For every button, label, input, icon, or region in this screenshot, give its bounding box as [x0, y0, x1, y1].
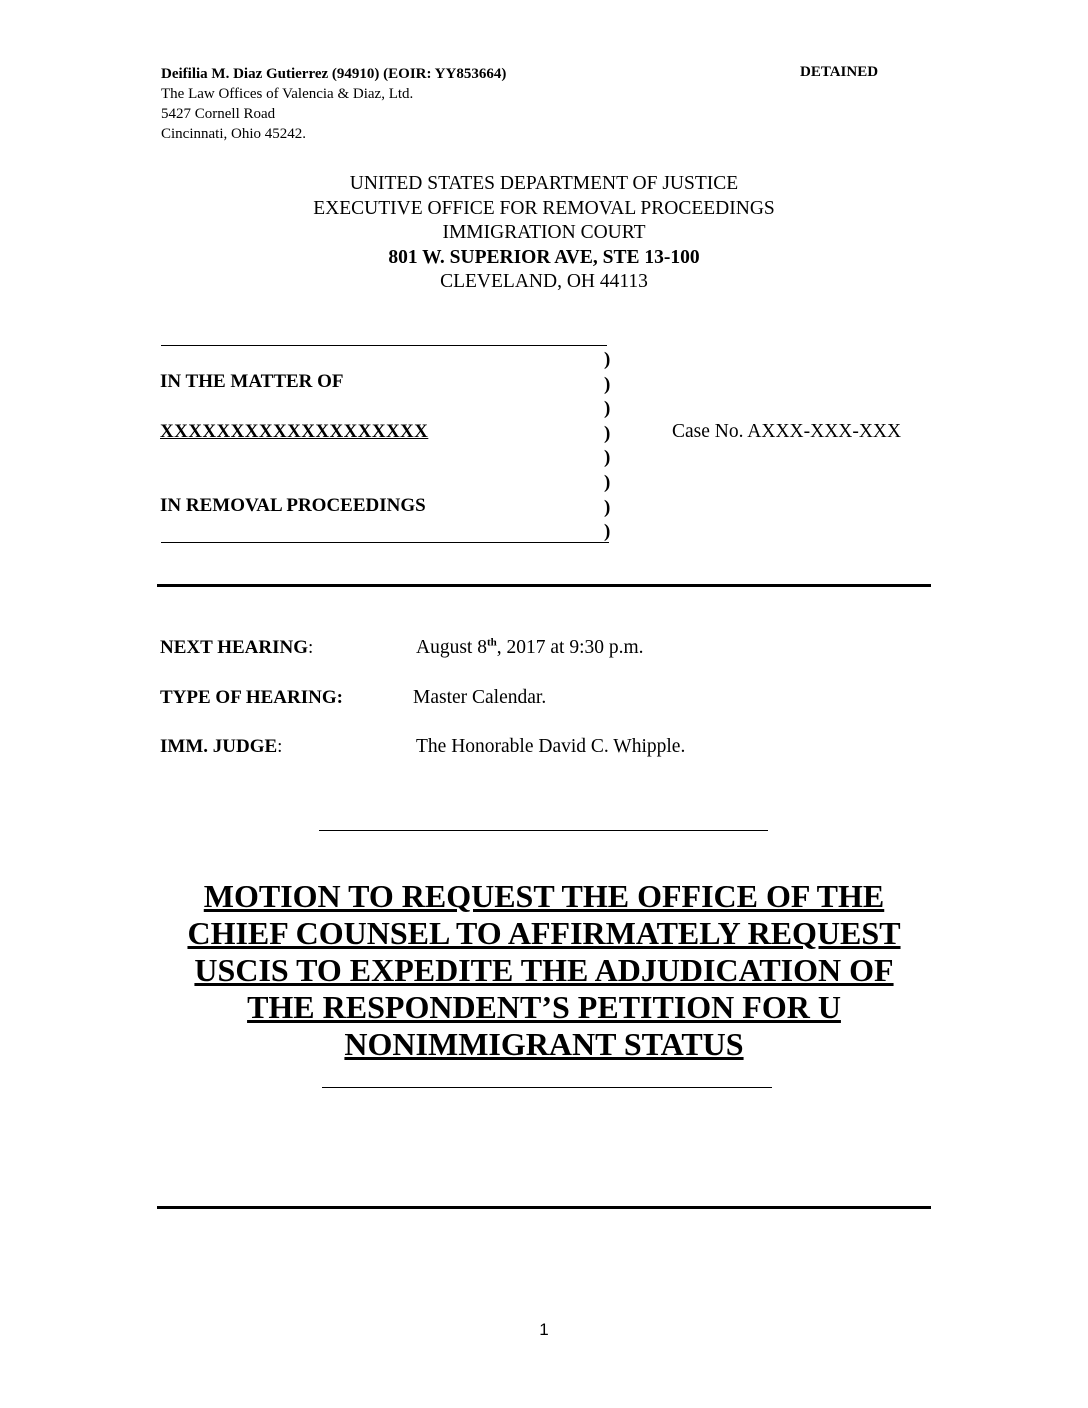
paren: ): [604, 373, 611, 395]
title-top-rule: [319, 830, 768, 831]
title-line-2: CHIEF COUNSEL TO AFFIRMATELY REQUEST: [187, 915, 901, 951]
court-line-1: UNITED STATES DEPARTMENT OF JUSTICE: [349, 173, 739, 194]
in-removal-proceedings: IN REMOVAL PROCEEDINGS: [160, 495, 426, 516]
firm-city: Cincinnati, Ohio 45242.: [161, 126, 306, 142]
next-hearing-label: NEXT HEARING:: [160, 637, 314, 658]
paren: ): [604, 521, 611, 543]
paren: ): [604, 349, 611, 370]
section-divider-bottom: [157, 1206, 931, 1209]
court-line-2: EXECUTIVE OFFICE FOR REMOVAL PROCEEDINGS: [313, 197, 775, 219]
court-line-3: IMMIGRATION COURT: [442, 222, 646, 243]
court-city: CLEVELAND, OH 44113: [440, 271, 648, 292]
court-header: [0, 172, 1088, 295]
motion-title: [120, 878, 968, 1063]
page-number: 1: [539, 1320, 549, 1339]
section-divider-top: [157, 584, 931, 587]
law-firm-name: The Law Offices of Valencia & Diaz, Ltd.: [161, 86, 414, 102]
next-hearing-value: August 8th, 2017 at 9:30 p.m.: [416, 636, 644, 658]
hearing-type-label: TYPE OF HEARING:: [160, 687, 343, 708]
paren: ): [604, 422, 611, 444]
case-number: Case No. AXXX-XXX-XXX: [672, 421, 902, 442]
hearing-type-value: Master Calendar.: [413, 687, 547, 708]
paren: ): [604, 496, 611, 518]
title-line-3: USCIS TO EXPEDITE THE ADJUDICATION OF: [194, 952, 894, 988]
paren: ): [604, 471, 611, 493]
respondent-name: XXXXXXXXXXXXXXXXXXX: [160, 421, 429, 442]
caption-top-rule: [161, 345, 607, 346]
caption-bottom-rule: [161, 542, 609, 543]
judge-label: IMM. JUDGE:: [160, 736, 283, 757]
paren: ): [604, 398, 611, 420]
title-line-1: MOTION TO REQUEST THE OFFICE OF THE: [203, 878, 885, 914]
firm-street: 5427 Cornell Road: [161, 106, 276, 122]
attorney-name: Deifilia M. Diaz Gutierrez (94910) (EOIR: YY853664): [161, 66, 507, 82]
caption-paren-column: [604, 348, 610, 545]
paren: ): [604, 447, 611, 469]
detained-label: DETAINED: [800, 64, 879, 80]
judge-value: The Honorable David C. Whipple.: [416, 736, 686, 757]
attorney-block: [161, 64, 506, 144]
court-address: 801 W. SUPERIOR AVE, STE 13-100: [388, 246, 700, 268]
in-the-matter-of: IN THE MATTER OF: [160, 371, 344, 392]
title-line-4: THE RESPONDENT’S PETITION FOR U: [247, 989, 841, 1025]
title-line-5: NONIMMIGRANT STATUS: [344, 1026, 744, 1062]
title-bottom-rule: [322, 1087, 772, 1088]
